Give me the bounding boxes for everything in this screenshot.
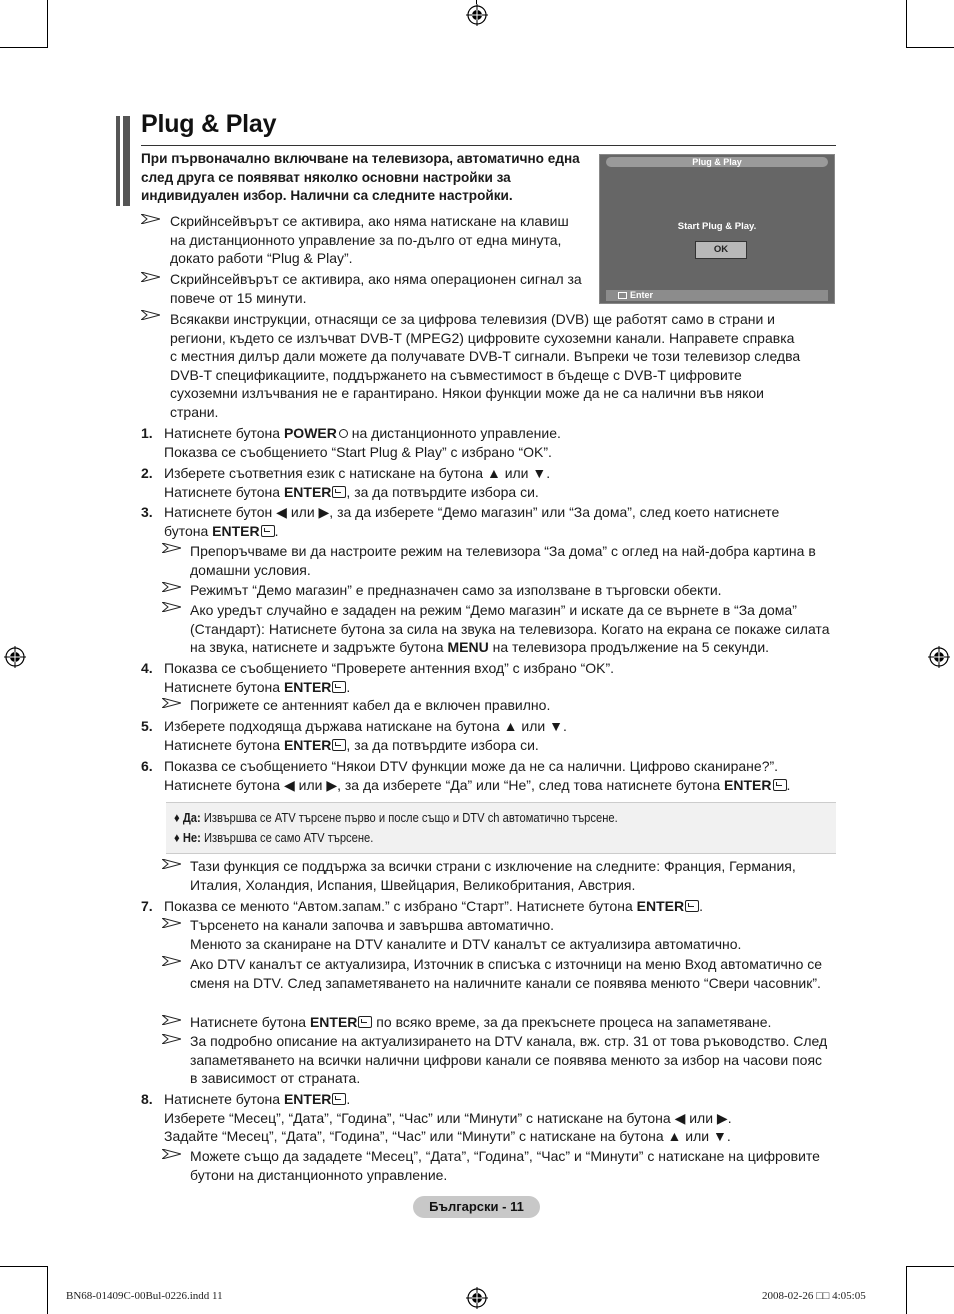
title-divider <box>141 145 836 146</box>
page-number-label: Български - 11 <box>413 1196 540 1218</box>
note-arrow-icon <box>162 956 181 966</box>
step-number: 4. <box>141 660 153 676</box>
note-arrow-icon <box>162 698 181 708</box>
enter-icon <box>332 681 346 693</box>
step-8-text: Натиснете бутона ENTER . Изберете “Месец”, “Дата”, “Година”, “Час” или “Минути” с натискане на бутона ◀ или ▶. Задайте “Месец”, “Дата”, “Година”, “Час” или “Минути” с натискане на бутона ▲ или ▼. <box>164 1091 732 1144</box>
option-da: ♦ Да: Извършва се ATV търсене първо и после също и DTV ch автоматично търсене. <box>174 810 618 825</box>
note-text: Препоръчваме ви да настроите режим на телевизора “За дома” с оглед на най-добра картина в домашни условия. <box>190 543 816 578</box>
crop-mark <box>0 47 48 48</box>
section-side-bars <box>116 116 132 206</box>
crop-mark <box>906 1266 907 1314</box>
enter-icon <box>261 525 275 537</box>
page-title: Plug & Play <box>141 110 277 138</box>
note-text: Ако уредът случайно е зададен на режим “Демо магазин” и искате да се върнете в “За дома” (Стандарт): Натиснете бутона за сила на звука на телевизора. Когато на екрана се покаже силата на звука, натиснете и задръжте бутона MENU на телевизора продължение на 5 секунди. <box>190 602 830 655</box>
note-arrow-icon <box>141 310 160 320</box>
screen-header: Plug & Play <box>606 157 828 167</box>
step-number: 8. <box>141 1091 153 1107</box>
step-5-text: Изберете подходяща държава натискане на бутона ▲ или ▼. Натиснете бутона ENTER , за да потвърдите избора си. <box>164 718 567 753</box>
registration-mark-icon <box>4 646 26 668</box>
note-text: За подробно описание на актуализирането на DTV канала, вж. стр. 31 от това ръководство. След запаметяването на всички налични цифрови канали се появява менюто за избор на часови пояс в зависимост от страната. <box>190 1033 828 1086</box>
step-number: 2. <box>141 465 153 481</box>
step-1-text: Натиснете бутона POWER на дистанционното управление. Показва се съобщението “Start Plug & Play” с избрано “OK”. <box>164 425 561 460</box>
step-2-text: Изберете съответния език с натискане на бутона ▲ или ▼. Натиснете бутона ENTER , за да потвърдите избора си. <box>164 465 551 500</box>
print-slug-date: 2008-02-26 □□ 4:05:05 <box>762 1290 866 1302</box>
enter-icon <box>332 486 346 498</box>
screen-footer <box>606 290 828 301</box>
screen-footer-label: Enter <box>630 290 654 300</box>
note-arrow-icon <box>162 543 181 553</box>
print-slug-file: BN68-01409C-00Bul-0226.indd 11 <box>66 1290 223 1302</box>
enter-icon <box>773 779 787 791</box>
power-icon <box>339 429 348 438</box>
crop-mark <box>47 0 48 48</box>
note-text: Всякакви инструкции, отнасящи се за цифрова телевизия (DVB) ще работят само в страни и региони, където се излъчват DVB-T (MPEG2) цифровите сухоземни канали. Направете справка с местния дилър дали можете да получавате DVB-T сигнали. Въпреки че този телевизор следва DVB-T спецификациите, поддържането на съвместимост в бъдеще с DVB-T цифровите сухоземни излъчвания не е гарантирано. Някои функции може да не са налични във някои страни. <box>170 311 801 420</box>
enter-icon <box>332 1093 346 1105</box>
step-number: 7. <box>141 898 153 914</box>
step-3-text: Натиснете бутон ◀ или ▶, за да изберете “Демо магазин” или “За дома”, след което натиснете бутона ENTER . <box>164 504 780 539</box>
step-number: 3. <box>141 504 153 520</box>
crop-mark <box>906 1266 954 1267</box>
registration-mark-icon <box>466 1287 488 1309</box>
screen-message: Start Plug & Play. <box>677 221 757 232</box>
crop-mark <box>47 1266 48 1314</box>
enter-icon <box>332 739 346 751</box>
enter-icon <box>618 292 627 299</box>
crop-mark <box>0 1266 48 1267</box>
options-box <box>166 802 836 854</box>
plug-and-play-screen <box>599 154 835 304</box>
note-text: Търсенето на канали започва и завършва автоматично. Менюто за сканиране на DTV каналите и DTV каналът се актуализира автоматично. <box>190 917 742 952</box>
enter-icon <box>358 1016 372 1028</box>
note-text: Ако DTV каналът се актуализира, Източник в списъка с източници на меню Вход автоматично се сменя на DTV. След запаметяването на наличните канали се появява менюто “Свери часовник”. <box>190 956 823 991</box>
note-arrow-icon <box>162 918 181 928</box>
step-number: 5. <box>141 718 153 734</box>
option-ne: ♦ Не: Извършва се само ATV търсене. <box>174 830 374 845</box>
step-number: 6. <box>141 758 153 774</box>
step-4-text: Показва се съобщението “Проверете антенния вход” с избрано “OK”. Натиснете бутона ENTER . <box>164 660 615 695</box>
note-text: Погрижете се антенният кабел да е включен правилно. <box>190 697 551 713</box>
enter-icon <box>685 900 699 912</box>
note-text: Натиснете бутона ENTER по всяко време, за да прекъснете процеса на запаметяване. <box>190 1014 772 1030</box>
note-text: Скрийнсейвърът се активира, ако няма операционен сигнал за повече от 15 минути. <box>170 271 582 306</box>
step-number: 1. <box>141 425 153 441</box>
note-arrow-icon <box>141 272 160 282</box>
note-text: Можете също да зададете “Месец”, “Дата”, “Година”, “Час” и “Минути” с натискане на цифровите бутони на дистанционното управление. <box>190 1148 820 1183</box>
note-arrow-icon <box>162 602 181 612</box>
screen-ok-button: OK <box>695 241 747 259</box>
note-arrow-icon <box>162 1015 181 1025</box>
note-arrow-icon <box>162 1034 181 1044</box>
registration-mark-icon <box>928 646 950 668</box>
step-7-text: Показва се менюто “Автом.запам.” с избрано “Старт”. Натиснете бутона ENTER . <box>164 898 703 914</box>
note-text: Режимът “Демо магазин” е предназначен само за използване в търговски обекти. <box>190 582 722 598</box>
note-arrow-icon <box>162 582 181 592</box>
registration-mark-icon <box>466 4 488 26</box>
note-text: Тази функция се поддържа за всички страни с изключение на следните: Франция, Германия, Италия, Холандия, Испания, Швейцария, Великобритания, Австрия. <box>190 858 796 893</box>
crop-mark <box>906 0 907 48</box>
crop-mark <box>906 47 954 48</box>
intro-paragraph: При първоначално включване на телевизора, автоматично една след друга се появяват няколко основни настройки за индивидуален избор. Налични са следните настройки. <box>141 151 580 203</box>
note-arrow-icon <box>162 1149 181 1159</box>
step-6-text: Показва се съобщението “Някои DTV функции може да не са налични. Цифрово сканиране?”. Натиснете бутона ◀ или ▶, за да изберете “Да” или “Не”, след това натиснете бутона ENTER . <box>164 758 791 793</box>
note-text: Скрийнсейвърът се активира, ако няма натискане на клавиш на дистанционното управление за по-дълго от една минута, докато работи “Plug & Play”. <box>170 213 569 266</box>
note-arrow-icon <box>162 859 181 869</box>
note-arrow-icon <box>141 214 160 224</box>
